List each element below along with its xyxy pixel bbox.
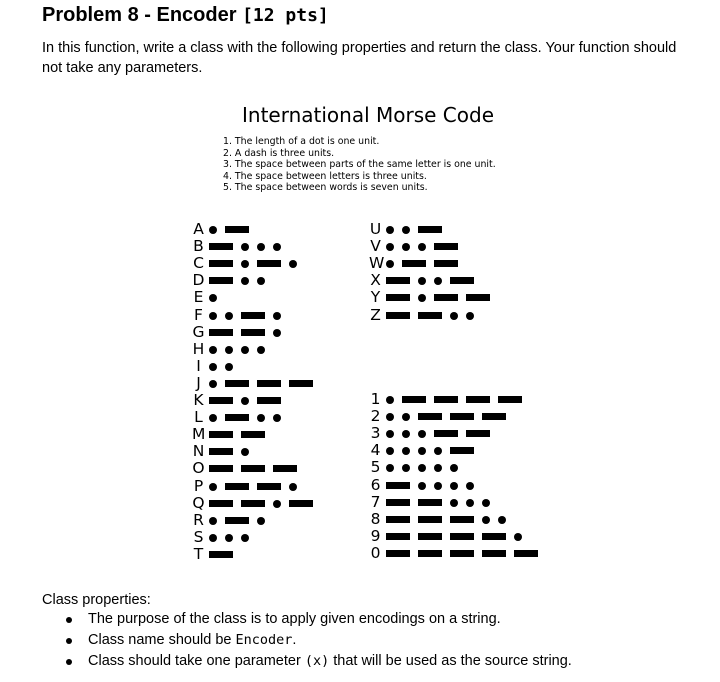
- morse-dot: [418, 482, 426, 490]
- morse-character: S: [193, 527, 204, 546]
- morse-dot: [225, 346, 233, 354]
- morse-dot: [241, 448, 249, 456]
- morse-character: 3: [370, 424, 381, 443]
- morse-dash: [209, 329, 233, 336]
- morse-dash: [418, 516, 442, 523]
- morse-character: Y: [370, 288, 381, 307]
- rule-item: 4. The space between letters is three units.: [223, 170, 427, 182]
- morse-dash: [386, 294, 410, 301]
- morse-dash: [209, 465, 233, 472]
- morse-dash: [402, 260, 426, 267]
- morse-dot: [257, 243, 265, 251]
- morse-dash: [450, 447, 474, 454]
- morse-dash: [241, 500, 265, 507]
- morse-character: P: [193, 476, 204, 495]
- bullet-icon: [66, 659, 72, 665]
- morse-dot: [225, 363, 233, 371]
- morse-dash: [225, 226, 249, 233]
- morse-dot: [450, 499, 458, 507]
- morse-dash: [241, 312, 265, 319]
- morse-dash: [450, 516, 474, 523]
- morse-dash: [386, 550, 410, 557]
- property-item: [88, 651, 572, 672]
- morse-dot: [418, 243, 426, 251]
- properties-list: [88, 609, 572, 672]
- morse-character: 0: [370, 543, 381, 562]
- morse-dot: [273, 329, 281, 337]
- morse-dash: [434, 294, 458, 301]
- morse-dot: [273, 312, 281, 320]
- bullet-icon: [66, 638, 72, 644]
- morse-dot: [434, 482, 442, 490]
- morse-dash: [289, 500, 313, 507]
- property-text: The purpose of the class is to apply given encodings on a string.: [88, 611, 501, 627]
- morse-dash: [386, 533, 410, 540]
- properties-title: Class properties:: [42, 592, 151, 608]
- morse-dot: [273, 414, 281, 422]
- rule-item: 5. The space between words is seven units.: [223, 182, 428, 193]
- morse-dot: [402, 413, 410, 421]
- morse-dot: [402, 226, 410, 234]
- morse-dot: [466, 482, 474, 490]
- property-text: .: [292, 632, 297, 648]
- morse-dot: [209, 380, 217, 388]
- intro-paragraph: In this function, write a class with the following properties and return the class. Your function should not take any parameters.: [42, 40, 677, 76]
- morse-dot: [257, 346, 265, 354]
- morse-dot: [466, 499, 474, 507]
- morse-dash: [209, 277, 233, 284]
- morse-character: 9: [370, 526, 381, 545]
- morse-character: W: [369, 254, 385, 273]
- morse-character: 6: [370, 475, 381, 494]
- morse-dot: [482, 499, 490, 507]
- morse-dash: [434, 260, 458, 267]
- morse-character: N: [192, 442, 205, 461]
- morse-dot: [273, 500, 281, 508]
- morse-dot: [434, 277, 442, 285]
- problem-points: [12 pts]: [242, 5, 329, 26]
- morse-dot: [386, 430, 394, 438]
- morse-dot: [241, 243, 249, 251]
- morse-dash: [450, 533, 474, 540]
- morse-dot: [402, 243, 410, 251]
- morse-dot: [386, 396, 394, 404]
- morse-character: J: [196, 373, 201, 392]
- morse-dash: [434, 396, 458, 403]
- morse-dash: [225, 414, 249, 421]
- morse-dot: [209, 414, 217, 422]
- morse-character: M: [192, 425, 206, 444]
- morse-character: F: [194, 305, 203, 324]
- morse-dot: [257, 277, 265, 285]
- morse-dot: [257, 414, 265, 422]
- morse-dot: [466, 312, 474, 320]
- morse-dot: [209, 346, 217, 354]
- rule-item: 1. The length of a dot is one unit.: [223, 136, 380, 147]
- morse-dot: [402, 430, 410, 438]
- morse-dot: [209, 517, 217, 525]
- morse-dash: [514, 550, 538, 557]
- morse-character: D: [192, 271, 205, 290]
- morse-character: E: [193, 288, 204, 307]
- morse-character: C: [193, 254, 204, 273]
- morse-character: K: [193, 391, 204, 409]
- morse-character: H: [192, 339, 205, 358]
- morse-dash: [225, 517, 249, 524]
- morse-dash: [482, 413, 506, 420]
- morse-dot: [241, 346, 249, 354]
- morse-dot: [209, 363, 217, 371]
- morse-character: U: [369, 220, 382, 238]
- morse-dot: [209, 312, 217, 320]
- morse-dash: [209, 431, 233, 438]
- morse-character: G: [192, 322, 205, 341]
- morse-dot: [434, 464, 442, 472]
- morse-dash: [257, 397, 281, 404]
- morse-dot: [386, 243, 394, 251]
- morse-dash: [241, 431, 265, 438]
- morse-character: 4: [370, 441, 381, 460]
- morse-dash: [418, 226, 442, 233]
- morse-dash: [225, 483, 249, 490]
- morse-dash: [209, 448, 233, 455]
- morse-dot: [402, 447, 410, 455]
- morse-dash: [386, 312, 410, 319]
- morse-dash: [418, 413, 442, 420]
- morse-character: O: [192, 459, 205, 478]
- morse-dash: [434, 243, 458, 250]
- morse-dash: [386, 499, 410, 506]
- morse-dash: [209, 397, 233, 404]
- morse-dot: [209, 534, 217, 542]
- morse-dash: [225, 380, 249, 387]
- morse-dash: [450, 277, 474, 284]
- morse-dot: [418, 447, 426, 455]
- morse-dash: [386, 516, 410, 523]
- parameter-code: (x): [304, 653, 330, 669]
- morse-dash: [209, 260, 233, 267]
- morse-dash: [289, 380, 313, 387]
- problem-title: Problem 8 - Encoder: [42, 4, 237, 26]
- morse-dot: [498, 516, 506, 524]
- morse-dot: [450, 312, 458, 320]
- morse-dash: [498, 396, 522, 403]
- morse-dash: [257, 380, 281, 387]
- morse-dash: [450, 413, 474, 420]
- property-item: [88, 609, 572, 630]
- property-item: [88, 630, 572, 651]
- morse-dash: [257, 260, 281, 267]
- morse-character: Z: [370, 305, 381, 324]
- morse-dash: [418, 533, 442, 540]
- morse-character: R: [193, 510, 204, 529]
- morse-character: 5: [370, 458, 381, 477]
- morse-dash: [209, 551, 233, 558]
- morse-dot: [241, 534, 249, 542]
- morse-dash: [466, 396, 490, 403]
- morse-dot: [289, 483, 297, 491]
- morse-dot: [418, 277, 426, 285]
- morse-dot: [273, 243, 281, 251]
- rule-item: 3. The space between parts of the same letter is one unit.: [223, 159, 496, 170]
- rule-item: 2. A dash is three units.: [223, 147, 335, 159]
- morse-dot: [434, 447, 442, 455]
- morse-dash: [482, 533, 506, 540]
- morse-dot: [257, 517, 265, 525]
- morse-character: Q: [192, 493, 205, 512]
- morse-dash: [418, 499, 442, 506]
- morse-character: L: [194, 408, 203, 427]
- morse-character: A: [193, 220, 204, 238]
- property-text: that will be used as the source string.: [329, 653, 572, 669]
- morse-character: I: [196, 356, 201, 375]
- morse-dot: [241, 397, 249, 405]
- morse-dash: [466, 430, 490, 437]
- morse-dot: [386, 226, 394, 234]
- morse-dot: [418, 464, 426, 472]
- morse-dash: [241, 329, 265, 336]
- morse-dash: [418, 550, 442, 557]
- morse-dot: [418, 294, 426, 302]
- morse-dot: [482, 516, 490, 524]
- morse-dot: [225, 534, 233, 542]
- morse-character: X: [370, 271, 381, 290]
- morse-character: B: [193, 237, 204, 256]
- morse-dot: [450, 464, 458, 472]
- figure-title: International Morse Code: [242, 103, 495, 127]
- morse-character: T: [193, 544, 204, 563]
- morse-character: 7: [370, 492, 381, 511]
- morse-dot: [386, 447, 394, 455]
- morse-dot: [289, 260, 297, 268]
- class-name-code: Encoder: [235, 632, 293, 648]
- morse-dash: [209, 500, 233, 507]
- property-text: Class should take one parameter: [88, 653, 305, 669]
- morse-character: V: [370, 237, 381, 256]
- bullet-icon: [66, 617, 72, 623]
- morse-dot: [225, 312, 233, 320]
- morse-dash: [402, 396, 426, 403]
- morse-dot: [450, 482, 458, 490]
- morse-dash: [241, 465, 265, 472]
- morse-dash: [386, 482, 410, 489]
- morse-dot: [386, 413, 394, 421]
- morse-dot: [402, 464, 410, 472]
- morse-dot: [386, 464, 394, 472]
- morse-dot: [241, 277, 249, 285]
- morse-dash: [273, 465, 297, 472]
- morse-rules-list: [223, 136, 496, 194]
- morse-character: 8: [370, 509, 381, 528]
- morse-dot: [209, 294, 217, 302]
- morse-dash: [466, 294, 490, 301]
- morse-character: 2: [370, 407, 381, 426]
- morse-dot: [418, 430, 426, 438]
- morse-dash: [482, 550, 506, 557]
- morse-dash: [386, 277, 410, 284]
- morse-dot: [209, 483, 217, 491]
- morse-dash: [434, 430, 458, 437]
- morse-dash: [418, 312, 442, 319]
- property-text: Class name should be: [88, 632, 236, 648]
- morse-dash: [450, 550, 474, 557]
- morse-dash: [257, 483, 281, 490]
- morse-dash: [209, 243, 233, 250]
- morse-dot: [209, 226, 217, 234]
- morse-character: 1: [370, 390, 381, 408]
- morse-dot: [514, 533, 522, 541]
- morse-dot: [386, 260, 394, 268]
- morse-dot: [241, 260, 249, 268]
